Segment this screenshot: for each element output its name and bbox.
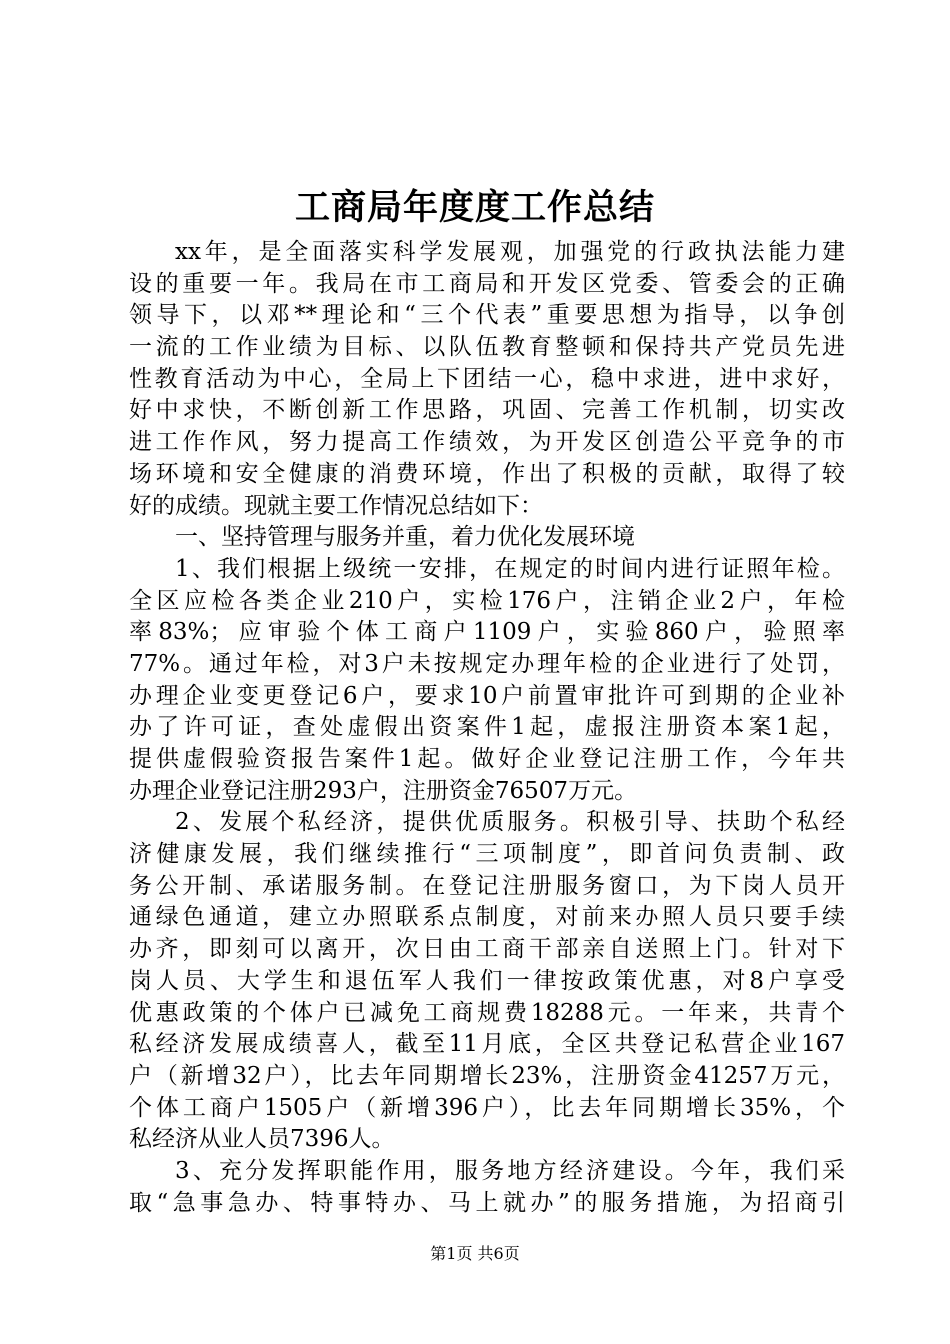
text-line: 一流的工作业绩为目标、以队伍教育整顿和保持共产党员先进 — [129, 334, 845, 361]
text-line: 77%。通过年检，对3户未按规定办理年检的企业进行了处罚， — [129, 650, 845, 677]
text-line: 济健康发展，我们继续推行“三项制度”，即首问负责制、政 — [129, 841, 845, 868]
page-footer: 第1页 共6页 — [430, 1244, 520, 1263]
document-body — [129, 237, 845, 1219]
text-line: 好的成绩。现就主要工作情况总结如下： — [129, 492, 543, 519]
text-line: 场环境和安全健康的消费环境，作出了积极的贡献，取得了较 — [129, 460, 845, 487]
text-line: 办理企业变更登记6户，要求10户前置审批许可到期的企业补 — [129, 682, 845, 709]
text-line: 通绿色通道，建立办照联系点制度，对前来办照人员只要手续 — [129, 904, 845, 931]
text-line: 提供虚假验资报告案件1起。做好企业登记注册工作，今年共 — [129, 746, 845, 772]
text-line: 务公开制、承诺服务制。在登记注册服务窗口，为下岗人员开 — [129, 872, 845, 899]
text-line: 取“急事急办、特事特办、马上就办”的服务措施，为招商引 — [129, 1189, 845, 1216]
text-line: 办齐，即刻可以离开，次日由工商干部亲自送照上门。针对下 — [129, 936, 845, 963]
text-line: xx年，是全面落实科学发展观，加强党的行政执法能力建 — [175, 239, 845, 265]
text-line: 1、我们根据上级统一安排，在规定的时间内进行证照年检。 — [175, 555, 845, 582]
text-line: 办了许可证，查处虚假出资案件1起，虚报注册资本案1起， — [129, 714, 845, 741]
text-line: 3、充分发挥职能作用，服务地方经济建设。今年，我们采 — [175, 1157, 845, 1184]
text-line: 2、发展个私经济，提供优质服务。积极引导、扶助个私经 — [175, 809, 845, 836]
text-line: 户（新增32户），比去年同期增长23%，注册资金41257万元， — [129, 1062, 845, 1089]
text-line: 个体工商户1505户（新增396户），比去年同期增长35%，个 — [129, 1094, 845, 1121]
document-title: 工商局年度度工作总结 — [294, 187, 655, 228]
text-line: 进工作作风，努力提高工作绩效，为开发区创造公平竞争的市 — [129, 429, 845, 456]
text-line: 私经济从业人员7396人。 — [129, 1126, 395, 1153]
text-line: 岗人员、大学生和退伍军人我们一律按政策优惠，对8户享受 — [129, 967, 845, 994]
text-line: 领导下，以邓**理论和“三个代表”重要思想为指导，以争创 — [129, 302, 845, 329]
text-line: 设的重要一年。我局在市工商局和开发区党委、管委会的正确 — [129, 270, 845, 297]
text-line: 好中求快，不断创新工作思路，巩固、完善工作机制，切实改 — [129, 397, 845, 424]
text-line: 优惠政策的个体户已减免工商规费18288元。一年来，共青个 — [129, 999, 845, 1026]
text-line: 办理企业登记注册293户，注册资金76507万元。 — [129, 777, 638, 804]
text-line: 率83%；应审验个体工商户1109户，实验860户，验照率 — [129, 619, 845, 646]
text-line: 一、坚持管理与服务并重，着力优化发展环境 — [175, 524, 635, 551]
text-line: 私经济发展成绩喜人，截至11月底，全区共登记私营企业167 — [129, 1031, 845, 1058]
text-line: 全区应检各类企业210户，实检176户，注销企业2户，年检 — [129, 587, 845, 614]
text-line: 性教育活动为中心，全局上下团结一心，稳中求进，进中求好， — [129, 365, 845, 392]
